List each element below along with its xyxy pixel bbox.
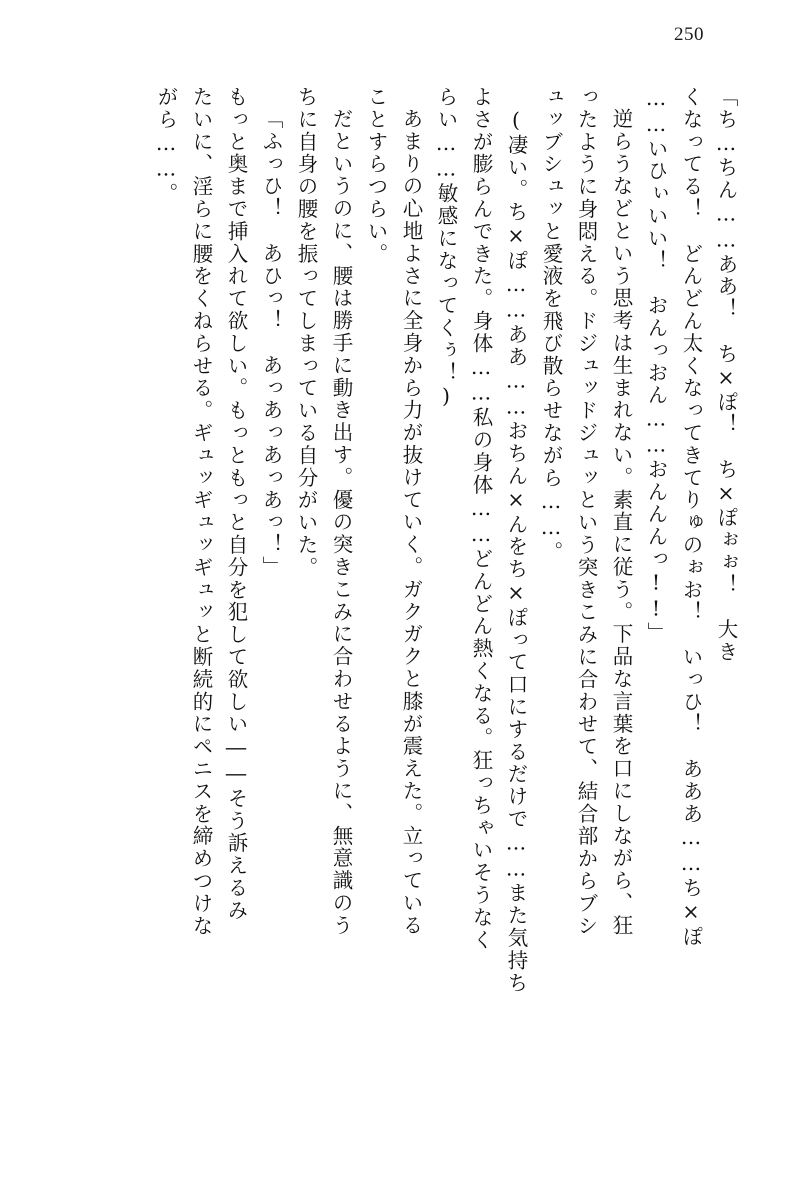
- page-number: 250: [674, 24, 704, 45]
- text-line: くなってる！ どんどん太くなってきてりゅのぉお！ いっひ！ あああ……ち×ぽ: [679, 86, 703, 948]
- text-line: ……いひぃいい！ おんっおん……おんんんっ!!」: [644, 86, 668, 645]
- text-line: あまりの心地よさに全身から力が抜けていく。ガクガクと膝が震えた。立っている: [399, 108, 423, 937]
- text-line: がら……。: [154, 86, 178, 205]
- text-line: 「ふっひ！ あひっ！ あっあっあっあっ！」: [259, 108, 283, 579]
- text-line: ちに自身の腰を振ってしまっている自分がいた。: [294, 86, 318, 579]
- text-line: もっと奥まで挿入れて欲しい。もっともっと自分を犯して欲しい――そう訴えるみ: [224, 86, 248, 922]
- text-line: だというのに、腰は勝手に動き出す。優の突きこみに合わせるように、無意識のう: [329, 108, 353, 937]
- text-line: 逆らうなどという思考は生まれない。素直に従う。下品な言葉を口にしながら、狂: [609, 108, 633, 937]
- text-line: ことすらつらい。: [364, 86, 388, 266]
- vertical-text-body: [44, 86, 736, 1160]
- text-line: 「ち…ちん……ああ！ ち×ぽ！ ち×ぽぉぉ！ 大き: [714, 86, 738, 664]
- text-line: らい……敏感になってくぅ！): [434, 86, 458, 411]
- text-line: ュッブシュッと愛液を飛び散らせながら……。: [539, 86, 563, 564]
- text-line: よさが膨らんできた。身体……私の身体……どんどん熱くなる。狂っちゃいそうなく: [469, 86, 493, 952]
- text-line: たいに、淫らに腰をくねらせる。ギュッギュッギュッと断続的にペニスを締めつけな: [189, 86, 213, 938]
- text-line: ったように身悶える。ドジュッドジュッという突きこみに合わせて、結合部からブシ: [574, 86, 598, 938]
- text-line: (凄い。ち×ぽ……ああ……おちん×んをち×ぽって口にするだけで……また気持ち: [504, 108, 528, 995]
